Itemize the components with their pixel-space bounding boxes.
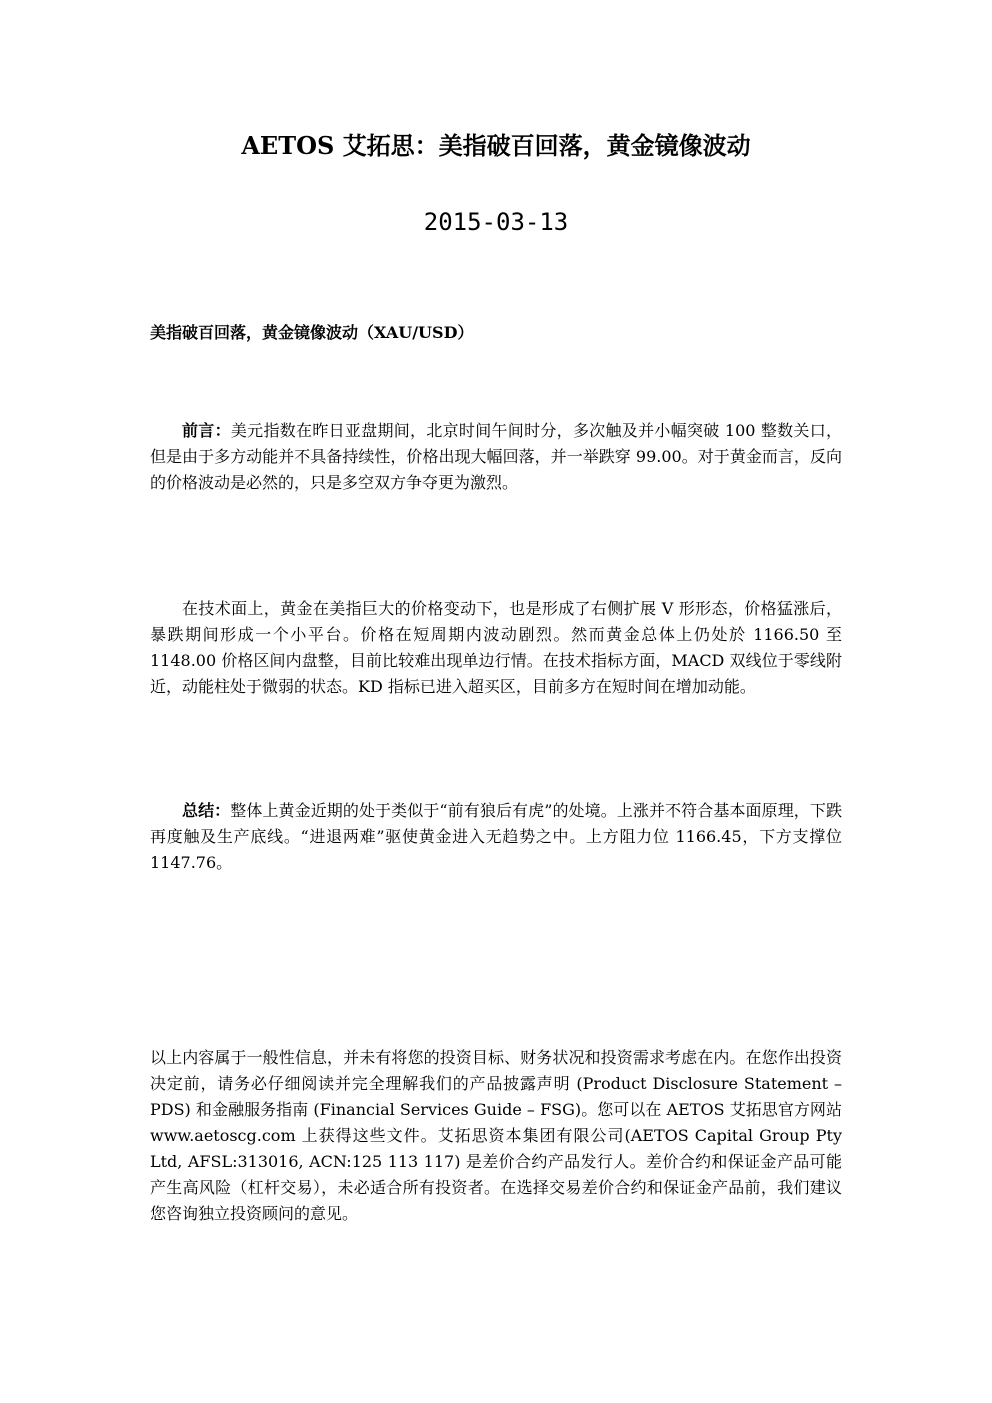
document-title: AETOS 艾拓思：美指破百回落，黄金镜像波动 [241, 131, 751, 160]
section-subtitle: 美指破百回落，黄金镜像波动（XAU/USD） [150, 323, 474, 342]
disclaimer-paragraph: 以上内容属于一般性信息，并未有将您的投资目标、财务状况和投资需求考虑在内。在您作出投资决定前，请务必仔细阅读并完全理解我们的产品披露声明 (Product Disclosure Statement – PDS) 和金融服务指南 (Financial Services Guide – FSG)。您可以在 AETOS 艾拓思官方网站 www.aetoscg.com 上获得这些文件。艾拓思资本集团有限公司(AETOS Capital Group Pty Ltd, AFSL:313016, ACN:125 113 117) 是差价合约产品发行人。差价合约和保证金产品可能产生高风险（杠杆交易），未必适合所有投资者。在选择交易差价合约和保证金产品前，我们建议您咨询独立投资顾问的意见。 [150, 1048, 842, 1223]
summary-paragraph [150, 798, 842, 876]
technical-text: 在技术面上，黄金在美指巨大的价格变动下，也是形成了右侧扩展 V 形形态，价格猛涨后，暴跌期间形成一个小平台。价格在短周期内波动剧烈。然而黄金总体上仍处於 1166.50 至 1148.00 价格区间内盘整，目前比较难出现单边行情。在技术指标方面，MACD 双线位于零线附近，动能柱处于微弱的状态。KD 指标已进入超买区，目前多方在短时间在增加动能。 [150, 599, 842, 696]
technical-paragraph [150, 596, 842, 700]
intro-lead: 前言： [182, 421, 231, 440]
summary-lead: 总结： [182, 801, 231, 820]
document-date: 2015-03-13 [423, 208, 569, 236]
intro-text: 美元指数在昨日亚盘期间，北京时间午间时分，多次触及并小幅突破 100 整数关口，但是由于多方动能并不具备持续性，价格出现大幅回落，并一举跌穿 99.00。对于黄金而言，反向的价格波动是必然的，只是多空双方争夺更为激烈。 [150, 421, 842, 492]
summary-text: 整体上黄金近期的处于类似于“前有狼后有虎”的处境。上涨并不符合基本面原理，下跌再度触及生产底线。“进退两难”驱使黄金进入无趋势之中。上方阻力位 1166.45，下方支撑位 1147.76。 [150, 801, 842, 872]
intro-paragraph [150, 418, 842, 496]
